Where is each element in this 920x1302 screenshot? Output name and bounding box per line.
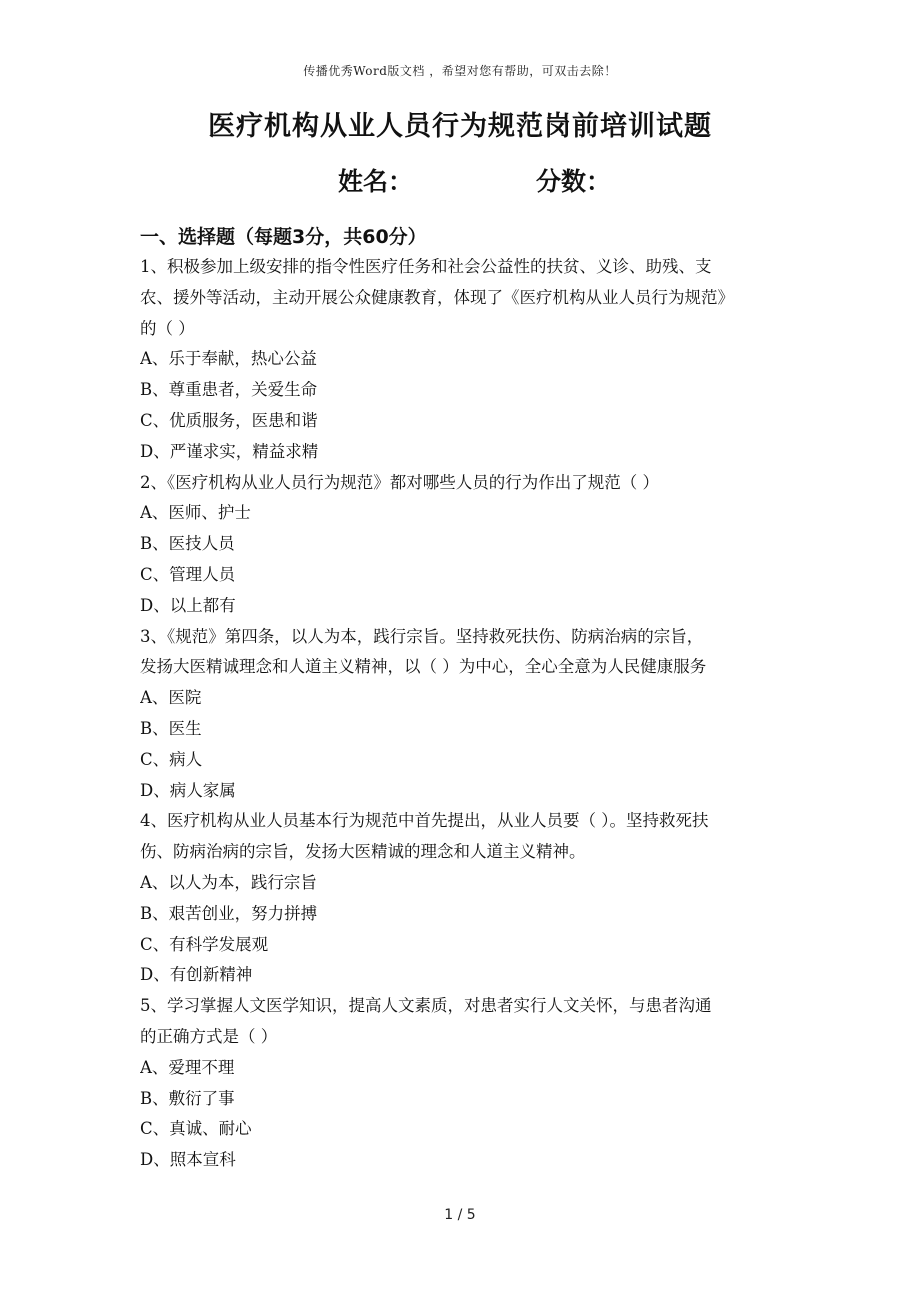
question-stem-line: 伤、防病治病的宗旨，发扬大医精诚的理念和人道主义精神。 — [140, 842, 586, 862]
question-stem-line: 农、援外等活动，主动开展公众健康教育，体现了《医疗机构从业人员行为规范》 — [140, 287, 734, 307]
option-b: B、艰苦创业，努力拼搏 — [140, 903, 318, 923]
option-a: A、医师、护士 — [140, 503, 251, 523]
option-c: C、病人 — [140, 749, 203, 769]
option-d: D、有创新精神 — [140, 965, 253, 985]
question-4 — [140, 806, 790, 991]
question-stem-line: 的（ ） — [140, 318, 195, 338]
question-stem-line: 2、《医疗机构从业人员行为规范》都对哪些人员的行为作出了规范（ ） — [140, 472, 659, 492]
question-1 — [140, 252, 790, 468]
option-d: D、病人家属 — [140, 780, 236, 800]
option-a: A、医院 — [140, 688, 202, 708]
section-heading: 一、选择题（每题3分，共60分） — [140, 226, 427, 248]
option-a: A、爱理不理 — [140, 1057, 235, 1077]
option-c: C、管理人员 — [140, 564, 236, 584]
name-label: 姓名： — [338, 167, 414, 196]
question-5 — [140, 991, 790, 1176]
option-a: A、乐于奉献，热心公益 — [140, 349, 317, 369]
document-title: 医疗机构从业人员行为规范岗前培训试题 — [208, 111, 712, 142]
question-stem-line: 1、积极参加上级安排的指令性医疗任务和社会公益性的扶贫、义诊、助残、支 — [140, 257, 712, 276]
question-list — [140, 252, 790, 1176]
page-indicator: 1 / 5 — [444, 1207, 476, 1223]
question-stem-line: 5、学习掌握人文医学知识，提高人文素质，对患者实行人文关怀，与患者沟通 — [140, 996, 712, 1016]
option-b: B、敷衍了事 — [140, 1088, 235, 1108]
header-note: 传播优秀Word版文档 ，希望对您有帮助，可双击去除！ — [303, 64, 617, 78]
question-stem-line: 4、医疗机构从业人员基本行为规范中首先提出，从业人员要（ ）。坚持救死扶 — [140, 811, 709, 831]
question-3 — [140, 622, 790, 807]
question-2 — [140, 468, 790, 622]
option-d: D、以上都有 — [140, 595, 236, 615]
option-c: C、真诚、耐心 — [140, 1119, 252, 1139]
question-stem-line: 的正确方式是（ ） — [140, 1026, 278, 1046]
option-a: A、以人为本，践行宗旨 — [140, 872, 317, 892]
option-b: B、尊重患者，关爱生命 — [140, 380, 318, 400]
question-stem-line: 发扬大医精诚理念和人道主义精神，以（ ）为中心，全心全意为人民健康服务 — [140, 657, 707, 677]
option-c: C、优质服务，医患和谐 — [140, 410, 318, 430]
score-label: 分数： — [536, 167, 612, 196]
option-b: B、医生 — [140, 718, 202, 738]
question-stem-line: 3、《规范》第四条，以人为本，践行宗旨。坚持救死扶伤、防病治病的宗旨， — [140, 626, 704, 646]
option-d: D、严谨求实，精益求精 — [140, 441, 319, 461]
option-b: B、医技人员 — [140, 534, 235, 554]
option-d: D、照本宣科 — [140, 1150, 236, 1170]
option-c: C、有科学发展观 — [140, 934, 269, 954]
